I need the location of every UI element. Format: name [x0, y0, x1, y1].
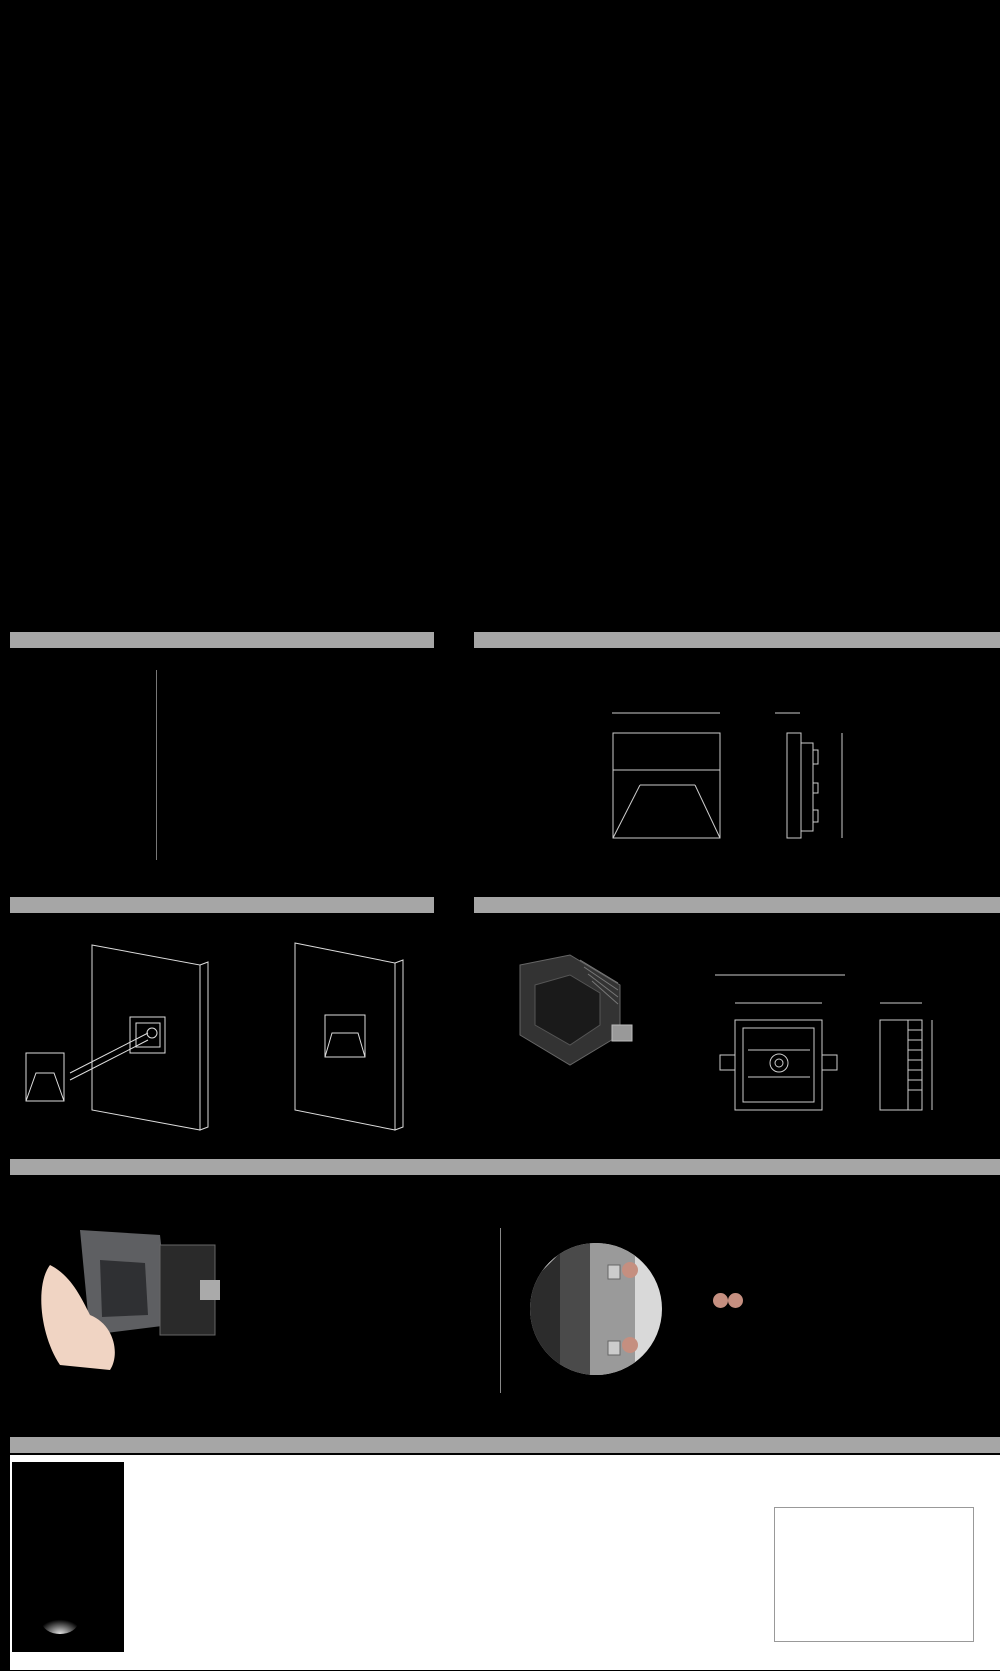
cone-diagram	[12, 1462, 124, 1652]
section-sleeve	[474, 897, 1000, 913]
remark-num-2	[728, 1293, 743, 1308]
section-photometric	[10, 1437, 1000, 1453]
section-diagram-instruction	[10, 897, 434, 913]
sleeve-drawing	[670, 955, 980, 1115]
instruction-diagram	[20, 935, 440, 1135]
feature-hand-photo	[30, 1225, 230, 1375]
linear-drawing	[600, 695, 880, 845]
lux-table-box	[774, 1507, 974, 1642]
sleeve-photo	[500, 945, 650, 1095]
feature-clips-photo	[530, 1243, 665, 1378]
feature-clips-text	[713, 1293, 743, 1309]
remark-num-1	[713, 1293, 728, 1308]
polar-diagram	[145, 1462, 335, 1652]
features-divider	[500, 1228, 501, 1393]
painting-divider	[156, 670, 157, 860]
section-linear-drawing	[474, 632, 1000, 648]
section-painting-color	[10, 632, 434, 648]
light-distribution-chart	[340, 1465, 760, 1665]
feature-clips-line2	[713, 1293, 743, 1309]
section-features	[10, 1159, 1000, 1175]
